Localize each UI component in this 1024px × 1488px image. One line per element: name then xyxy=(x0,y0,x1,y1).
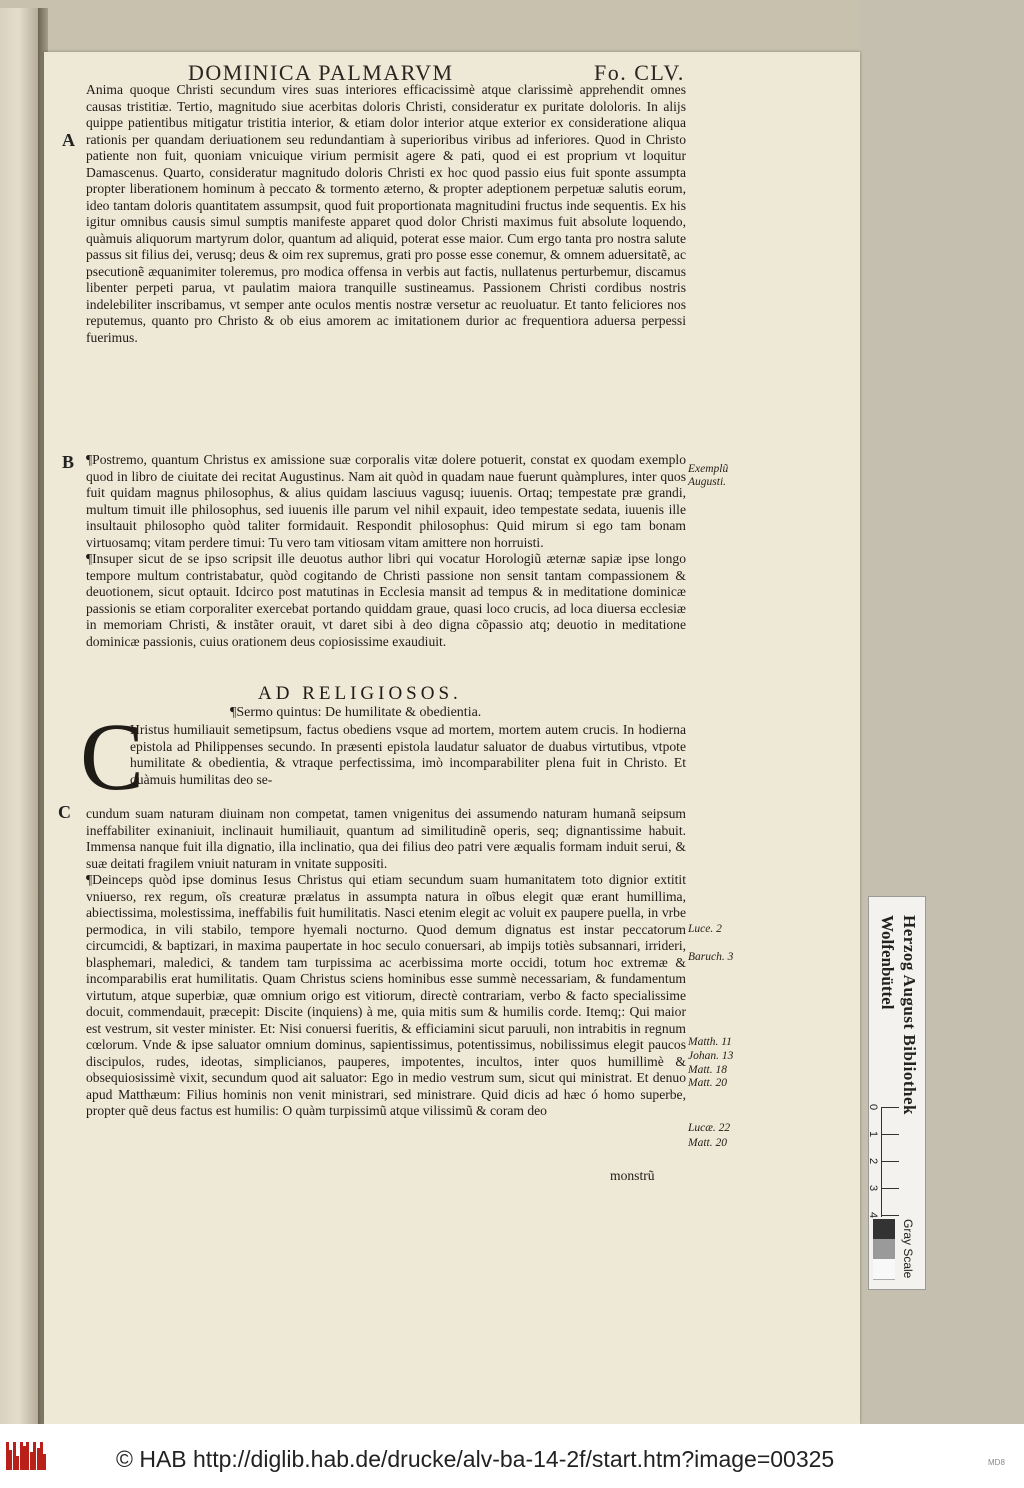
paragraph-c-body: cundum suam naturam diuinam non competat, tamen vnigenitus dei assumendo naturam humanã seipsum ineffabiliter exinaniuit, inclinauit humiliauit, quantum ad similitudinẽ operis, seq; dignantissime habuit. Immensa nanque fuit illa dignatio, illa inclinatio, qua dei filius deo patri vere æqualis formam induit serui, & suæ deitati fragilem vniuit naturam in vnitate suppositi. ¶Deinceps quòd ipse dominus Iesus Christus qui etiam secundum suam humanitatem toto dignior extitit vniuerso, rex regum, oĩs creaturæ prælatus in assumpta natura in oĩbus elegit quæ erant humillima, abiectissima, molestissima, ineffabilis fuit humilitatis. Nasci etenim elegit ac voluit ex paupere puella, in vrbe permodica, in vili stabilo, tempore hyemali nocturno. Quod demum dignatus est instar peccatorum circumcidi, & baptizari, in maxima paupertate in hoc seculo conuersari, ab impijs totiès subsannari, irrideri, blasphemari, maledici, & tandem tam turpissima ac acerbissima morte occidi, totum hoc extremæ & incomparabilis erat humilitatis. Quam Christus sciens hominibus esse summè necessariam, & fundamentum virtutum, atque superbiæ, quæ omnium origo est vitiorum, directè contrariam, verbo & facto specialissime docuit, commendauit, præcepit: Discite (inquiens) à me, quia mitis sum & humilis corde. Itemq;: Qui maior est vestrum, sit vester minister. Et: Nisi conuersi fueritis, & efficiamini sicut paruuli, non intrabitis in regnum cœlorum. Vnde & ipse saluator omnium dominus, sapientissimus, potentissimus, nobilissimus elegit paucos discipulos, rudes, ideotas, simplicianos, pauperes, impotentes, incultos, inter quos humillimè & obsequiosissimè vixit, secundum quod ait saluator: Ego in medio vestrum sum, sicut qui ministrat. Et denuo apud Matthæum: Filius hominis non venit ministrari, sed ministrare. Quid dicis ad hæc ó homo superbe, propter quẽ deus factus est humilis: O quàm turpissimũ atque vilissimũ & coram deo xyxy=(86,806,686,1118)
section-letter-b: B xyxy=(62,452,75,472)
margin-note-matt18: Matt. 18 xyxy=(688,1064,727,1076)
margin-note-johan13: Johan. 13 xyxy=(688,1050,734,1062)
library-label-scale xyxy=(868,896,926,1290)
copyright-url[interactable]: © HAB http://diglib.hab.de/drucke/alv-ba-14-2f/start.htm?image=00325 xyxy=(116,1446,835,1472)
margin-note-luce22: Lucæ. 22 xyxy=(688,1122,731,1134)
gray-swatch-mid xyxy=(873,1239,895,1259)
margin-note-matt20a: Matt. 20 xyxy=(688,1077,727,1089)
gray-scale-patch xyxy=(873,1219,895,1279)
footer-mark: MD8 xyxy=(988,1458,1005,1467)
scale-number: 2 xyxy=(867,1157,880,1165)
hab-logo-icon xyxy=(6,1442,46,1470)
gray-swatch-light xyxy=(873,1259,895,1280)
scale-number: 4 xyxy=(867,1211,880,1219)
library-city: Wolfenbüttel xyxy=(878,915,897,1010)
catchword: monstrũ xyxy=(610,1168,655,1183)
drop-cap: C xyxy=(80,703,145,810)
scale-tick xyxy=(881,1161,899,1162)
paragraph-c-opening: Hristus humiliauit semetipsum, factus obediens vsque ad mortem, mortem autem crucis. In hodierna epistola ad Philippenses secundo. In præsenti epistola laudatur saluator de duabus virtutibus, vtpote humilitate & obedientia, & vtraque perfectissima, imò incomparabiliter plena fuit in Christo. Et quàmuis humilitas deo se- xyxy=(130,722,686,787)
scale-number: 1 xyxy=(867,1130,880,1138)
facing-page-edge xyxy=(0,8,38,1424)
paragraph-b: ¶Postremo, quantum Christus ex amissione suæ corporalis vitæ dolere potuerit, constat ex quodam exemplo quod in libro de ciuitate dei recitat Augustinus. Nam ait quòd in quadam naue fuerunt quàmplures, inter quos fuit quidam magnus philosophus, & alius quidam lasciuus vagusq; iuuenis. Ortaq; tempestate præ grandi, multum timuit ille philosophus, sed iuuenis ille parum vel nihil expauit, ideo tempestate sedata, iuuenis ille insultauit philosopho quòd taliter formidauit. Respondit philosophus: Quid mirum si ego tam bonam virtuosamq; vitam perdere timui: Tu vero tam vitiosam vitam amittere non horruisti. ¶Insuper sicut de se ipso scripsit ille deuotus author libri qui vocatur Horologiũ æternæ sapiæ ipse longo tempore multum contristabatur, quòd cogitando de Christi passione non sensit tantam compassionem & deuotionem, sicut optauit. Idcirco post matutinas in Ecclesia mansit ad tempus & in meditatione dominicæ passionis se etiam corporaliter exercebat portando quiddam graue, quasi loco crucis, ad loca diuersa ecclesiæ in memoriam Christi, & instãter orauit, vt daret sibi à deo digna cõpassio atq; deuotio in meditatione dominicæ passionis, cuius orationem deus copiosissime exaudiuit. xyxy=(86,452,686,649)
footer-bar xyxy=(0,1424,1024,1488)
scale-tick xyxy=(881,1107,899,1108)
gray-swatch-dark xyxy=(873,1219,895,1239)
scale-tick xyxy=(881,1215,899,1216)
margin-note-matth11: Matth. 11 xyxy=(688,1036,732,1048)
margin-note-matt20b: Matt. 20 xyxy=(688,1137,727,1149)
measurement-scale xyxy=(867,1103,900,1219)
folio-number: Fo. CLV. xyxy=(594,60,685,85)
gray-scale-label: Gray Scale xyxy=(901,1219,915,1279)
margin-note-exemplum: Exemplũ Augusti. xyxy=(688,463,729,488)
section-letter-c: C xyxy=(58,802,71,822)
paragraph-a: Anima quoque Christi secundum vires suas interiores efficacissimè atque clarissimè apprehendit omnes causas tristitiæ. Tertio, magnitudo siue acerbitas doloris Christi, consideratur ex puritate dololoris. In alijs quippe patientibus mitigatur tristitia interior, & etiam dolor interior atque exterior ex consideratione aliqua rationis per quandam deriuationem seu redundantiam à superioribus viribus ad inferiores. Quod in Christo patiente non fuit, quoniam vnicuique virium permisit agere & pati, quod ei est proprium vt loquitur Damascenus. Quarto, consideratur magnitudo doloris Christi ex hoc quod passio eius fuit sponte assumpta propter liberationem hominum à peccato & tormento æterno, & propter adeptionem perpetuæ salutis eorum, ideo tantam doloris quantitatem assumpsit, quod fuit proportionata magnitudini fructus inde sequentis. Ex his igitur omnibus causis simul sumptis manifeste apparet quod dolor Christi maximus fuit absolute loquendo, quàmuis aliquorum martyrum dolor, quantum ad aliquid, poterat esse maior. Cum ergo tanta pro nostra salute passus sit filius dei, verusq; deus & oim rex supremus, grati pro posse esse conemur, & omnem aduersitatẽ, ac psecutionẽ æquanimiter toleremus, pro modica offensa in verbis aut factis, nullatenus perturbemur, discamus libenter perpeti parua, vt paulatim maiora tranquille sustineamus. Passionem Christi cordibus nostris indelebiliter inscribamus, vt semper ante oculos mentis nostræ versetur ac reuoluatur. Et tanto feliciores nos reputemus, quanto pro Christo & ob eius amorem ac imitationem durior ac frequentiora aduersa perpessi fuerimus. xyxy=(86,82,686,345)
running-head: DOMINICA PALMARVM xyxy=(188,60,454,85)
library-name: Herzog August Bibliothek xyxy=(900,915,919,1115)
scale-tick xyxy=(881,1188,899,1189)
scale-number: 0 xyxy=(867,1103,880,1111)
section-letter-a: A xyxy=(62,130,75,150)
sermon-title: ¶Sermo quintus: De humilitate & obedientia. xyxy=(230,705,482,720)
section-heading: AD RELIGIOSOS. xyxy=(258,683,462,704)
scale-number: 3 xyxy=(867,1184,880,1192)
scale-tick xyxy=(881,1134,899,1135)
margin-note-baruch: Baruch. 3 xyxy=(688,951,734,963)
logo-bar xyxy=(43,1454,46,1470)
margin-note-luce2: Luce. 2 xyxy=(688,923,722,935)
